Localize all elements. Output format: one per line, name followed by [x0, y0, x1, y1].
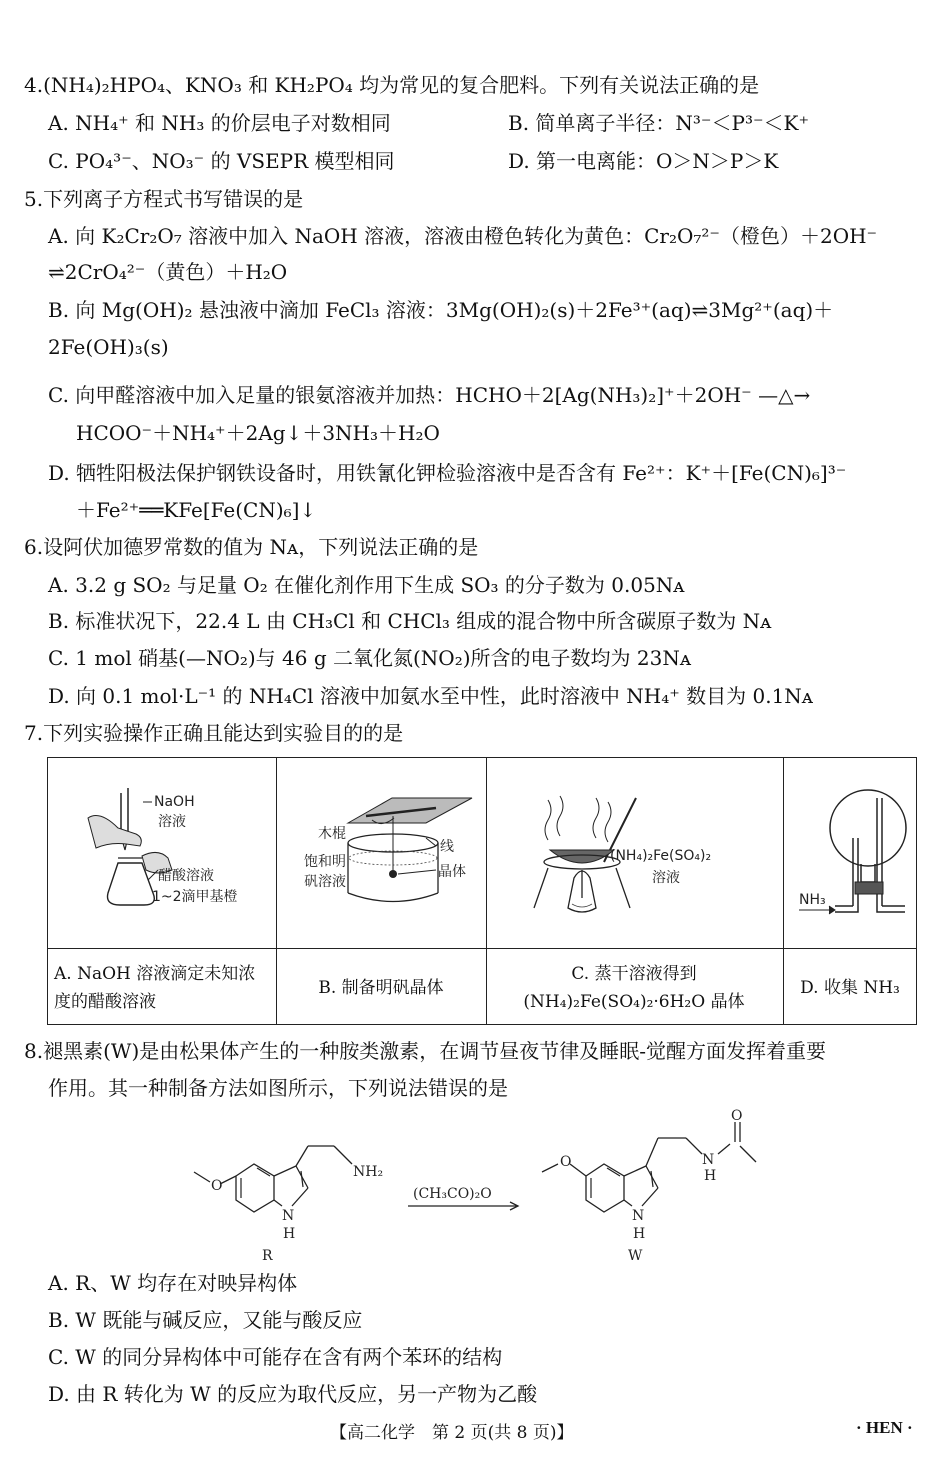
q5-option-c-line2: HCOO⁻＋NH₄⁺＋2Ag↓＋3NH₃＋H₂O: [76, 421, 440, 445]
q4-option-a: A. NH₄⁺ 和 NH₃ 的价层电子对数相同: [48, 111, 391, 135]
reaction-scheme: [180, 1108, 780, 1268]
q4-stem: 4.(NH₄)₂HPO₄、KNO₃ 和 KH₂PO₄ 均为常见的复合肥料。下列有关说法正确的是: [24, 73, 760, 97]
fig-a-label-indicator: 1~2滴甲基橙: [152, 889, 238, 905]
q5-option-b-line2: 2Fe(OH)₃(s): [48, 335, 169, 359]
fig-c-label-solution: 溶液: [652, 870, 680, 886]
q6-option-d: D. 向 0.1 mol·L⁻¹ 的 NH₄Cl 溶液中加氨水至中性，此时溶液中 NH₄⁺ 数目为 0.1Nᴀ: [48, 684, 814, 708]
fig-d-label-nh3: NH₃: [799, 892, 826, 908]
ammonia-collection-figure: [783, 758, 917, 948]
q7-caption-d: D. 收集 NH₃: [800, 978, 900, 998]
w-ether-oxygen: O: [560, 1154, 572, 1170]
footer-page-info: 【高二化学 第 2 页(共 8 页)】: [330, 1423, 574, 1443]
q5-option-b-line1: B. 向 Mg(OH)₂ 悬浊液中滴加 FeCl₃ 溶液：3Mg(OH)₂(s)＋2Fe³⁺(aq)⇌3Mg²⁺(aq)＋: [48, 298, 834, 322]
q5-stem: 5.下列离子方程式书写错误的是: [24, 187, 304, 211]
fig-a-label-solution: 溶液: [158, 814, 186, 830]
q7-stem: 7.下列实验操作正确且能达到实验目的的是: [24, 721, 404, 745]
q8-option-a: A. R、W 均存在对映异构体: [48, 1271, 298, 1295]
r-oxygen: O: [211, 1178, 223, 1194]
q4-option-b: B. 简单离子半径：N³⁻＜P³⁻＜K⁺: [508, 111, 810, 135]
fig-a-label-acetic: 醋酸溶液: [158, 868, 214, 884]
w-amide-nitrogen: N: [702, 1152, 715, 1168]
q5-option-c-line1: C. 向甲醛溶液中加入足量的银氨溶液并加热：HCHO＋2[Ag(NH₃)₂]⁺＋2OH⁻ —△→: [48, 383, 811, 407]
q6-stem: 6.设阿伏加德罗常数的值为 Nᴀ，下列说法正确的是: [24, 535, 479, 559]
q7-experiment-table: [47, 757, 917, 1025]
q8-option-d: D. 由 R 转化为 W 的反应为取代反应，另一产物为乙酸: [48, 1382, 538, 1406]
q5-option-d-line1: D. 牺牲阳极法保护钢铁设备时，用铁氰化钾检验溶液中是否含有 Fe²⁺：K⁺＋[Fe(CN)₆]³⁻: [48, 461, 847, 485]
w-nitrogen: N: [632, 1208, 645, 1224]
fig-b-label-alum-solution: 矾溶液: [304, 874, 346, 890]
crystal-figure: [276, 758, 486, 948]
fig-b-label-stick: 木棍: [318, 826, 346, 842]
r-amine: NH₂: [353, 1164, 384, 1180]
w-label: W: [628, 1248, 643, 1264]
titration-figure: [48, 758, 276, 948]
q4-option-d: D. 第一电离能：O＞N＞P＞K: [508, 149, 779, 173]
evaporation-figure: [486, 758, 783, 948]
q8-stem-line2: 作用。其一种制备方法如图所示，下列说法错误的是: [48, 1076, 508, 1100]
w-carbonyl-oxygen: O: [731, 1108, 743, 1124]
r-label: R: [262, 1248, 273, 1264]
q8-stem-line1: 8.褪黑素(W)是由松果体产生的一种胺类激素，在调节昼夜节律及睡眠-觉醒方面发挥着重要: [24, 1039, 827, 1063]
q7-caption-b: B. 制备明矾晶体: [318, 978, 444, 998]
fig-c-label-salt: (NH₄)₂Fe(SO₄)₂: [610, 848, 712, 864]
fig-b-label-thread: 线: [440, 839, 454, 855]
fig-a-label-naoh: NaOH: [154, 794, 195, 810]
footer-code: · HEN ·: [856, 1418, 913, 1437]
r-hydrogen: H: [283, 1226, 296, 1242]
fig-b-label-crystal: 晶体: [438, 864, 466, 880]
q7-caption-c: C. 蒸干溶液得到(NH₄)₂Fe(SO₄)₂·6H₂O 晶体: [523, 964, 745, 1012]
q6-option-c: C. 1 mol 硝基(—NO₂)与 46 g 二氧化氮(NO₂)所含的电子数均为 23Nᴀ: [48, 646, 692, 670]
q8-option-c: C. W 的同分异构体中可能存在含有两个苯环的结构: [48, 1345, 503, 1369]
q7-caption-a: A. NaOH 溶液滴定未知浓度的醋酸溶液: [54, 964, 256, 1012]
q4-option-c: C. PO₄³⁻、NO₃⁻ 的 VSEPR 模型相同: [48, 149, 395, 173]
r-nitrogen: N: [282, 1208, 295, 1224]
q5-option-a-line1: A. 向 K₂Cr₂O₇ 溶液中加入 NaOH 溶液，溶液由橙色转化为黄色：Cr₂O₇²⁻（橙色）＋2OH⁻: [48, 224, 878, 248]
reagent-label: (CH₃CO)₂O: [413, 1186, 492, 1202]
w-hydrogen: H: [633, 1226, 646, 1242]
fig-b-label-saturated: 饱和明: [304, 854, 346, 870]
q8-option-b: B. W 既能与碱反应，又能与酸反应: [48, 1308, 363, 1332]
q6-option-a: A. 3.2 g SO₂ 与足量 O₂ 在催化剂作用下生成 SO₃ 的分子数为 0.05Nᴀ: [48, 573, 685, 597]
q5-option-a-line2: ⇌2CrO₄²⁻（黄色）＋H₂O: [48, 260, 288, 284]
q5-option-d-line2: ＋Fe²⁺══KFe[Fe(CN)₆]↓: [76, 498, 317, 522]
w-amide-hydrogen: H: [704, 1168, 717, 1184]
q6-option-b: B. 标准状况下，22.4 L 由 CH₃Cl 和 CHCl₃ 组成的混合物中所含碳原子数为 Nᴀ: [48, 609, 772, 633]
